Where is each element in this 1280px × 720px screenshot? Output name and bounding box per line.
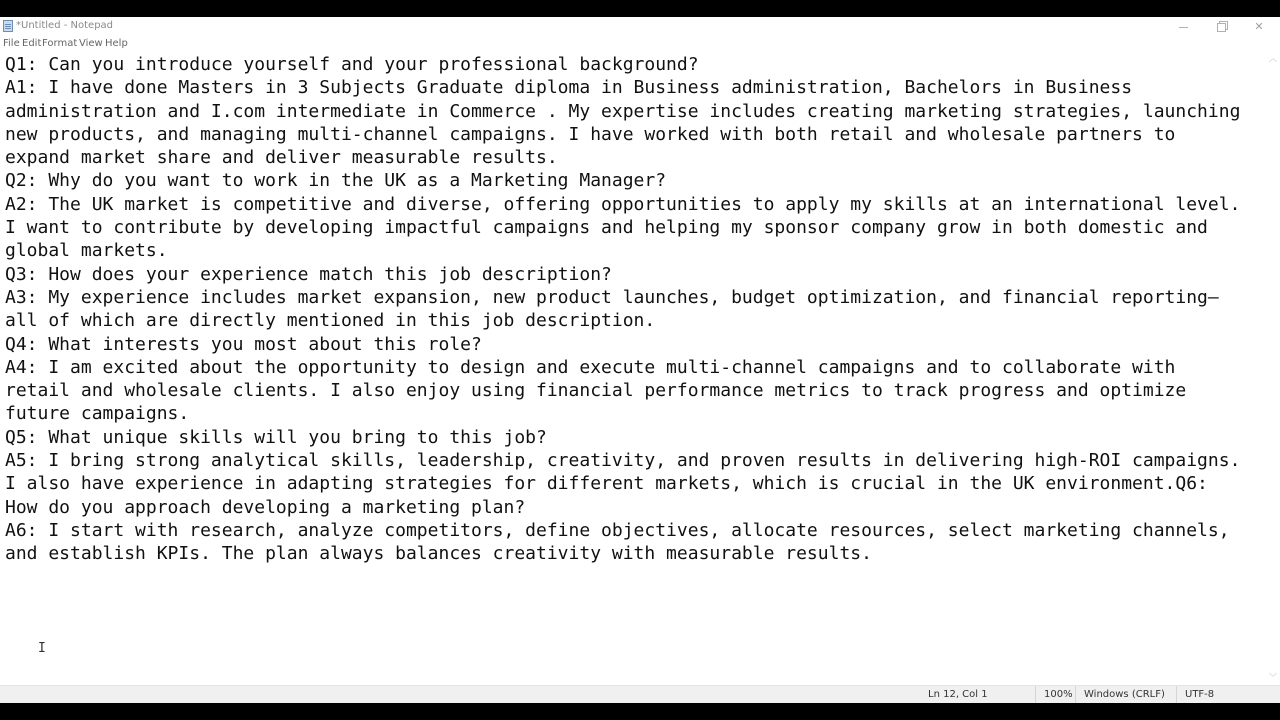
editor-line[interactable]: A4: I am excited about the opportunity to design and execute multi-channel campaigns and to collaborate with: [5, 356, 1176, 378]
editor-line[interactable]: all of which are directly mentioned in this job description.: [5, 310, 656, 332]
editor-line[interactable]: retail and wholesale clients. I also enjoy using financial performance metrics to track progress and optimize: [5, 380, 1187, 402]
minimize-button[interactable]: [1164, 17, 1202, 36]
chevron-down-icon[interactable]: ﹀: [1269, 673, 1277, 682]
editor-line[interactable]: Q2: Why do you want to work in the UK as a Marketing Manager?: [5, 170, 667, 192]
editor-line[interactable]: I also have experience in adapting strategies for different markets, which is crucial in the UK environment.Q6:: [5, 473, 1208, 495]
editor-line[interactable]: global markets.: [5, 240, 168, 262]
menu-format[interactable]: Format: [42, 38, 78, 49]
editor-content[interactable]: [5, 53, 1240, 566]
menu-view[interactable]: View: [79, 38, 103, 49]
editor-line[interactable]: administration and I.com intermediate in Commerce . My expertise includes creating marketing strategies, launching: [5, 100, 1241, 122]
notepad-window: [0, 17, 1280, 703]
notepad-icon: [3, 20, 13, 32]
editor-line[interactable]: A3: My experience includes market expansion, new product launches, budget optimization, and financial reporting—: [5, 286, 1219, 308]
editor-line[interactable]: I want to contribute by developing impactful campaigns and helping my sponsor company grow in both domestic and: [5, 217, 1208, 239]
editor-line[interactable]: A6: I start with research, analyze competitors, define objectives, allocate resources, select marketing channels,: [5, 519, 1230, 541]
editor-line[interactable]: How do you approach developing a marketing plan?: [5, 496, 526, 518]
editor-line[interactable]: new products, and managing multi-channel campaigns. I have worked with both retail and wholesale partners to: [5, 123, 1176, 145]
bottom-black-bar: [0, 703, 1280, 720]
window-title: *Untitled - Notepad: [16, 20, 114, 31]
editor-line[interactable]: future campaigns.: [5, 403, 190, 425]
editor-line[interactable]: A5: I bring strong analytical skills, leadership, creativity, and proven results in delivering high-ROI campaigns.: [5, 450, 1241, 472]
status-bar: [0, 685, 1280, 703]
title-bar[interactable]: [0, 17, 1280, 36]
chevron-up-icon[interactable]: ︿: [1269, 54, 1277, 63]
menu-bar: [0, 36, 1280, 52]
editor-line[interactable]: Q5: What unique skills will you bring to this job?: [5, 426, 547, 448]
editor-line[interactable]: Q3: How does your experience match this job description?: [5, 263, 612, 285]
editor-line[interactable]: A2: The UK market is competitive and diverse, offering opportunities to apply my skills at an international level.: [5, 193, 1241, 215]
editor-line[interactable]: and establish KPIs. The plan always balances creativity with measurable results.: [5, 543, 872, 565]
menu-help[interactable]: Help: [105, 38, 128, 49]
editor-line[interactable]: Q4: What interests you most about this role?: [5, 333, 482, 355]
ibeam-cursor-icon: I: [38, 641, 46, 656]
close-button[interactable]: [1240, 17, 1278, 36]
editor-line[interactable]: expand market share and deliver measurable results.: [5, 147, 558, 169]
maximize-button[interactable]: [1202, 17, 1240, 36]
cursor-position: Ln 12, Col 1: [928, 689, 988, 700]
minimize-icon: [1179, 27, 1188, 28]
line-ending: Windows (CRLF): [1075, 686, 1176, 703]
zoom-level: 100%: [1035, 686, 1075, 703]
menu-file[interactable]: File: [3, 38, 20, 49]
vertical-scrollbar[interactable]: [1266, 52, 1280, 685]
close-icon: ✕: [1254, 20, 1264, 33]
maximize-icon: [1217, 23, 1226, 32]
editor-line[interactable]: A1: I have done Masters in 3 Subjects Graduate diploma in Business administration, Bachelors in Business: [5, 77, 1133, 99]
editor-line[interactable]: Q1: Can you introduce yourself and your professional background?: [5, 54, 699, 75]
top-black-bar: [0, 0, 1280, 17]
text-editor[interactable]: [0, 52, 1266, 685]
encoding: UTF-8: [1176, 686, 1280, 703]
menu-edit[interactable]: Edit: [22, 38, 42, 49]
